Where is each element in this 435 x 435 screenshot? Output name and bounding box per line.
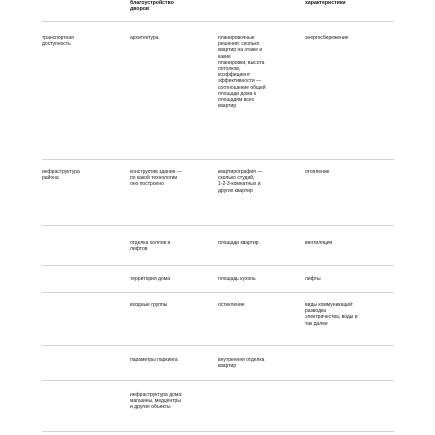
row3-col4: вентиляция xyxy=(305,240,333,246)
row2-col3: квартирография — сколько студий, 1-2-3-комнатных и других квартир xyxy=(218,169,263,194)
row2-col4: отопление xyxy=(305,169,330,175)
row6-col2: параметры паркинга xyxy=(130,357,178,363)
row5-divider xyxy=(42,345,394,346)
row1-col3: планировочные решения: сколько квартир на этаже и какие планировки, высота потолков, коэффициент эффективности — соотношение общей площади дома к площадям всех квартир xyxy=(218,35,266,110)
row4-col4: лифты xyxy=(305,276,321,282)
row1-col4: энергосбережение xyxy=(305,35,349,41)
row6-col3: внутренняя отделка квартир xyxy=(218,357,265,370)
row3-divider xyxy=(42,265,394,266)
row5-col3: остекление xyxy=(218,302,245,308)
row2-divider xyxy=(42,225,394,226)
row6-divider xyxy=(42,380,394,381)
row5-col4: виды коммуникаций: разводка электричества, воды и так далее xyxy=(305,302,358,327)
row1-col1: транспортная доступность xyxy=(42,35,74,48)
row1-divider xyxy=(42,159,394,160)
header-cell-improvement: благоустройство дворов xyxy=(130,0,174,12)
row3-col3: площади квартир xyxy=(218,240,259,246)
row3-col2: отделка холлов и лифтов xyxy=(130,240,171,253)
header-cell-characteristics: характеристики xyxy=(305,0,346,6)
row2-col2: конструктив здания — по какой технологии оно построено xyxy=(130,169,182,188)
header-divider xyxy=(42,21,394,22)
row2-col1: инфраструктура района xyxy=(42,169,80,182)
row1-col2: архитектура xyxy=(130,35,159,41)
row7-col2: инфраструктура дома: магазины, медцентры и другие объекты xyxy=(130,392,183,411)
row4-divider xyxy=(42,292,394,293)
row5-col2: входные группы xyxy=(130,302,168,308)
row4-col2: территория дома xyxy=(130,276,170,282)
row4-col3: площадь кухонь xyxy=(218,276,256,282)
row7-divider xyxy=(42,431,394,432)
